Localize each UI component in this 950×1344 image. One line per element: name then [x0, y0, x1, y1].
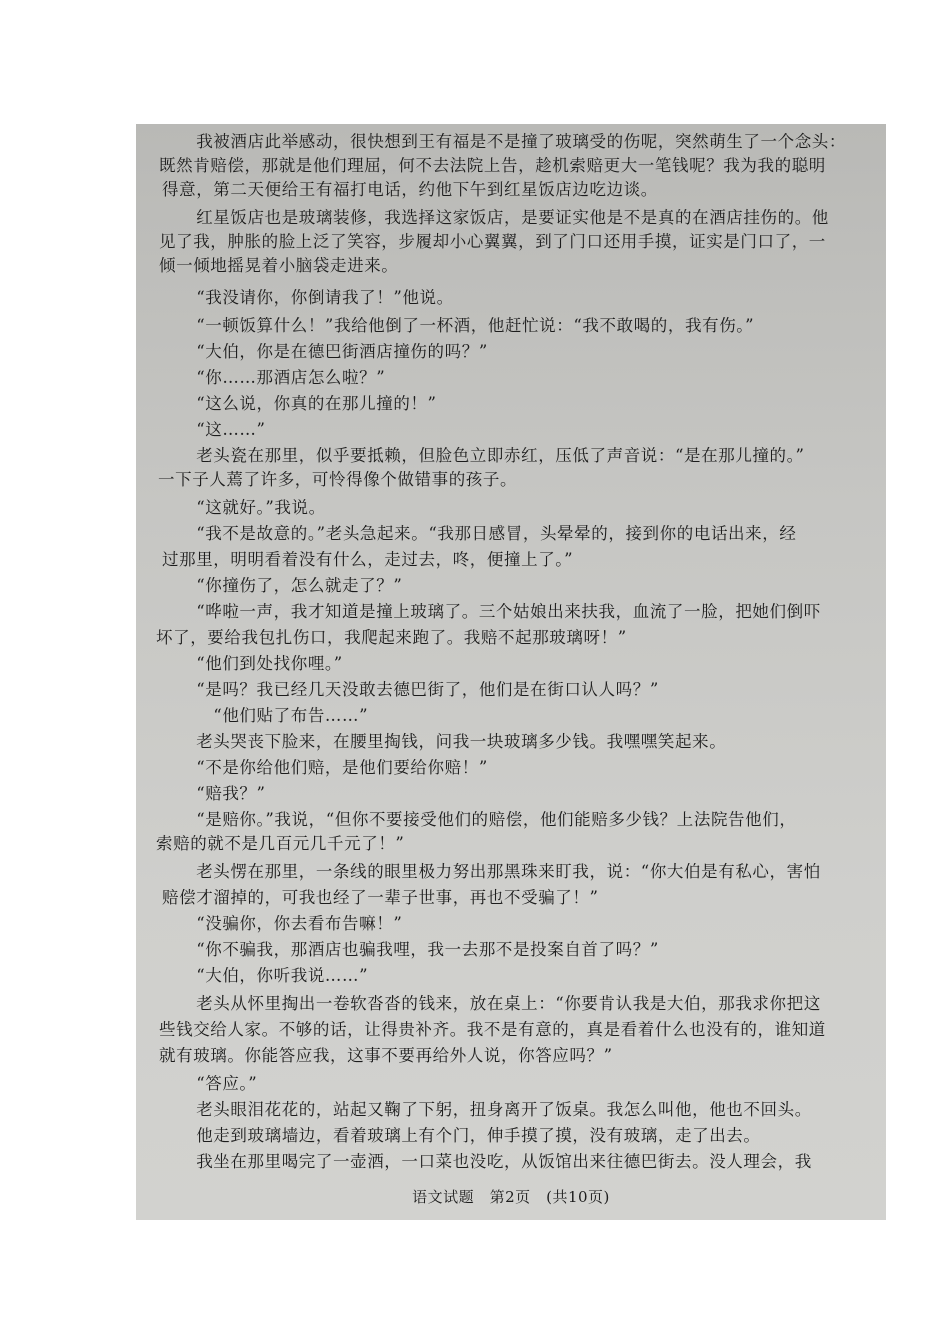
text-line: “答应。” — [162, 1074, 258, 1093]
text-line: 得意，第二天便给王有福打电话，约他下午到红星饭店边吃边谈。 — [162, 180, 658, 199]
scanned-page — [136, 124, 886, 1220]
text-line: “是赔你。”我说，“但你不要接受他们的赔偿，他们能赔多少钱？上法院告他们， — [162, 810, 797, 829]
text-line: “哗啦一声，我才知道是撞上玻璃了。三个姑娘出来扶我，血流了一脸，把她们倒吓 — [162, 602, 821, 621]
text-line: 红星饭店也是玻璃装修，我选择这家饭店，是要证实他是不是真的在酒店挂伤的。他 — [162, 208, 829, 227]
text-line: “你……那酒店怎么啦？” — [162, 368, 386, 387]
text-line: “这么说，你真的在那儿撞的！” — [162, 394, 437, 413]
text-line: “他们贴了布告……” — [162, 706, 369, 725]
text-line: 坏了，要给我包扎伤口，我爬起来跑了。我赔不起那玻璃呀！” — [156, 628, 627, 647]
text-line: 些钱交给人家。不够的话，让得贵补齐。我不是有意的，真是看着什么也没有的，谁知道 — [159, 1020, 826, 1039]
text-line: 赔偿才溜掉的，可我也经了一辈子世事，再也不受骗了！” — [162, 888, 599, 907]
text-line: “你撞伤了，怎么就走了？” — [162, 576, 403, 595]
page-footer: 语文试题 第2页 (共10页) — [412, 1188, 610, 1206]
text-line: 我坐在那里喝完了一壶酒，一口菜也没吃，从饭馆出来往德巴街去。没人理会，我 — [162, 1152, 812, 1171]
text-line: 过那里，明明看着没有什么，走过去，咚，便撞上了。” — [162, 550, 574, 569]
text-line: 他走到玻璃墙边，看着玻璃上有个门，伸手摸了摸，没有玻璃，走了出去。 — [162, 1126, 761, 1145]
text-line: “赔我？” — [162, 784, 266, 803]
text-line: “我没请你，你倒请我了！”他说。 — [162, 288, 454, 307]
text-line: “一顿饭算什么！”我给他倒了一杯酒，他赶忙说：“我不敢喝的，我有伤。” — [162, 316, 755, 335]
text-line: “这……” — [162, 420, 266, 439]
text-line: 索赔的就不是几百元几千元了！” — [156, 834, 405, 853]
text-line: 倾一倾地摇晃着小脑袋走进来。 — [159, 256, 399, 275]
text-line: 老头愣在那里，一条线的眼里极力努出那黑珠来盯我，说：“你大伯是有私心，害怕 — [162, 862, 821, 881]
text-line: “不是你给他们赔，是他们要给你赔！” — [162, 758, 488, 777]
text-line: 老头哭丧下脸来，在腰里掏钱，问我一块玻璃多少钱。我嘿嘿笑起来。 — [162, 732, 727, 751]
text-line: 我被酒店此举感动，很快想到王有福是不是撞了玻璃受的伤呢，突然萌生了一个念头： — [162, 132, 846, 151]
text-line: “是吗？我已经几天没敢去德巴街了，他们是在街口认人吗？” — [162, 680, 659, 699]
text-line: 见了我，肿胀的脸上泛了笑容，步履却小心翼翼，到了门口还用手摸，证实是门口了，一 — [159, 232, 826, 251]
text-line: 老头瓷在那里，似乎要抵赖，但脸色立即赤红，压低了声音说：“是在那儿撞的。” — [162, 446, 805, 465]
text-line: “大伯，你是在德巴街酒店撞伤的吗？” — [162, 342, 488, 361]
text-line: “我不是故意的。”老头急起来。“我那日感冒，头晕晕的，接到你的电话出来，经 — [162, 524, 797, 543]
text-line: 既然肯赔偿，那就是他们理屈，何不去法院上告，趁机索赔更大一笔钱呢？我为我的聪明 — [159, 156, 826, 175]
text-line: “没骗你，你去看布告嘛！” — [162, 914, 403, 933]
text-line: 就有玻璃。你能答应我，这事不要再给外人说，你答应吗？” — [159, 1046, 613, 1065]
text-line: 老头从怀里掏出一卷软沓沓的钱来，放在桌上：“你要肯认我是大伯，那我求你把这 — [162, 994, 821, 1013]
text-line: 一下子人蔫了许多，可怜得像个做错事的孩子。 — [158, 470, 518, 489]
text-line: 老头眼泪花花的，站起又鞠了下躬，扭身离开了饭桌。我怎么叫他，他也不回头。 — [162, 1100, 812, 1119]
text-line: “大伯，你听我说……” — [162, 966, 369, 985]
text-line: “他们到处找你哩。” — [162, 654, 343, 673]
text-line: “你不骗我，那酒店也骗我哩，我一去那不是投案自首了吗？” — [162, 940, 659, 959]
text-line: “这就好。”我说。 — [162, 498, 326, 517]
